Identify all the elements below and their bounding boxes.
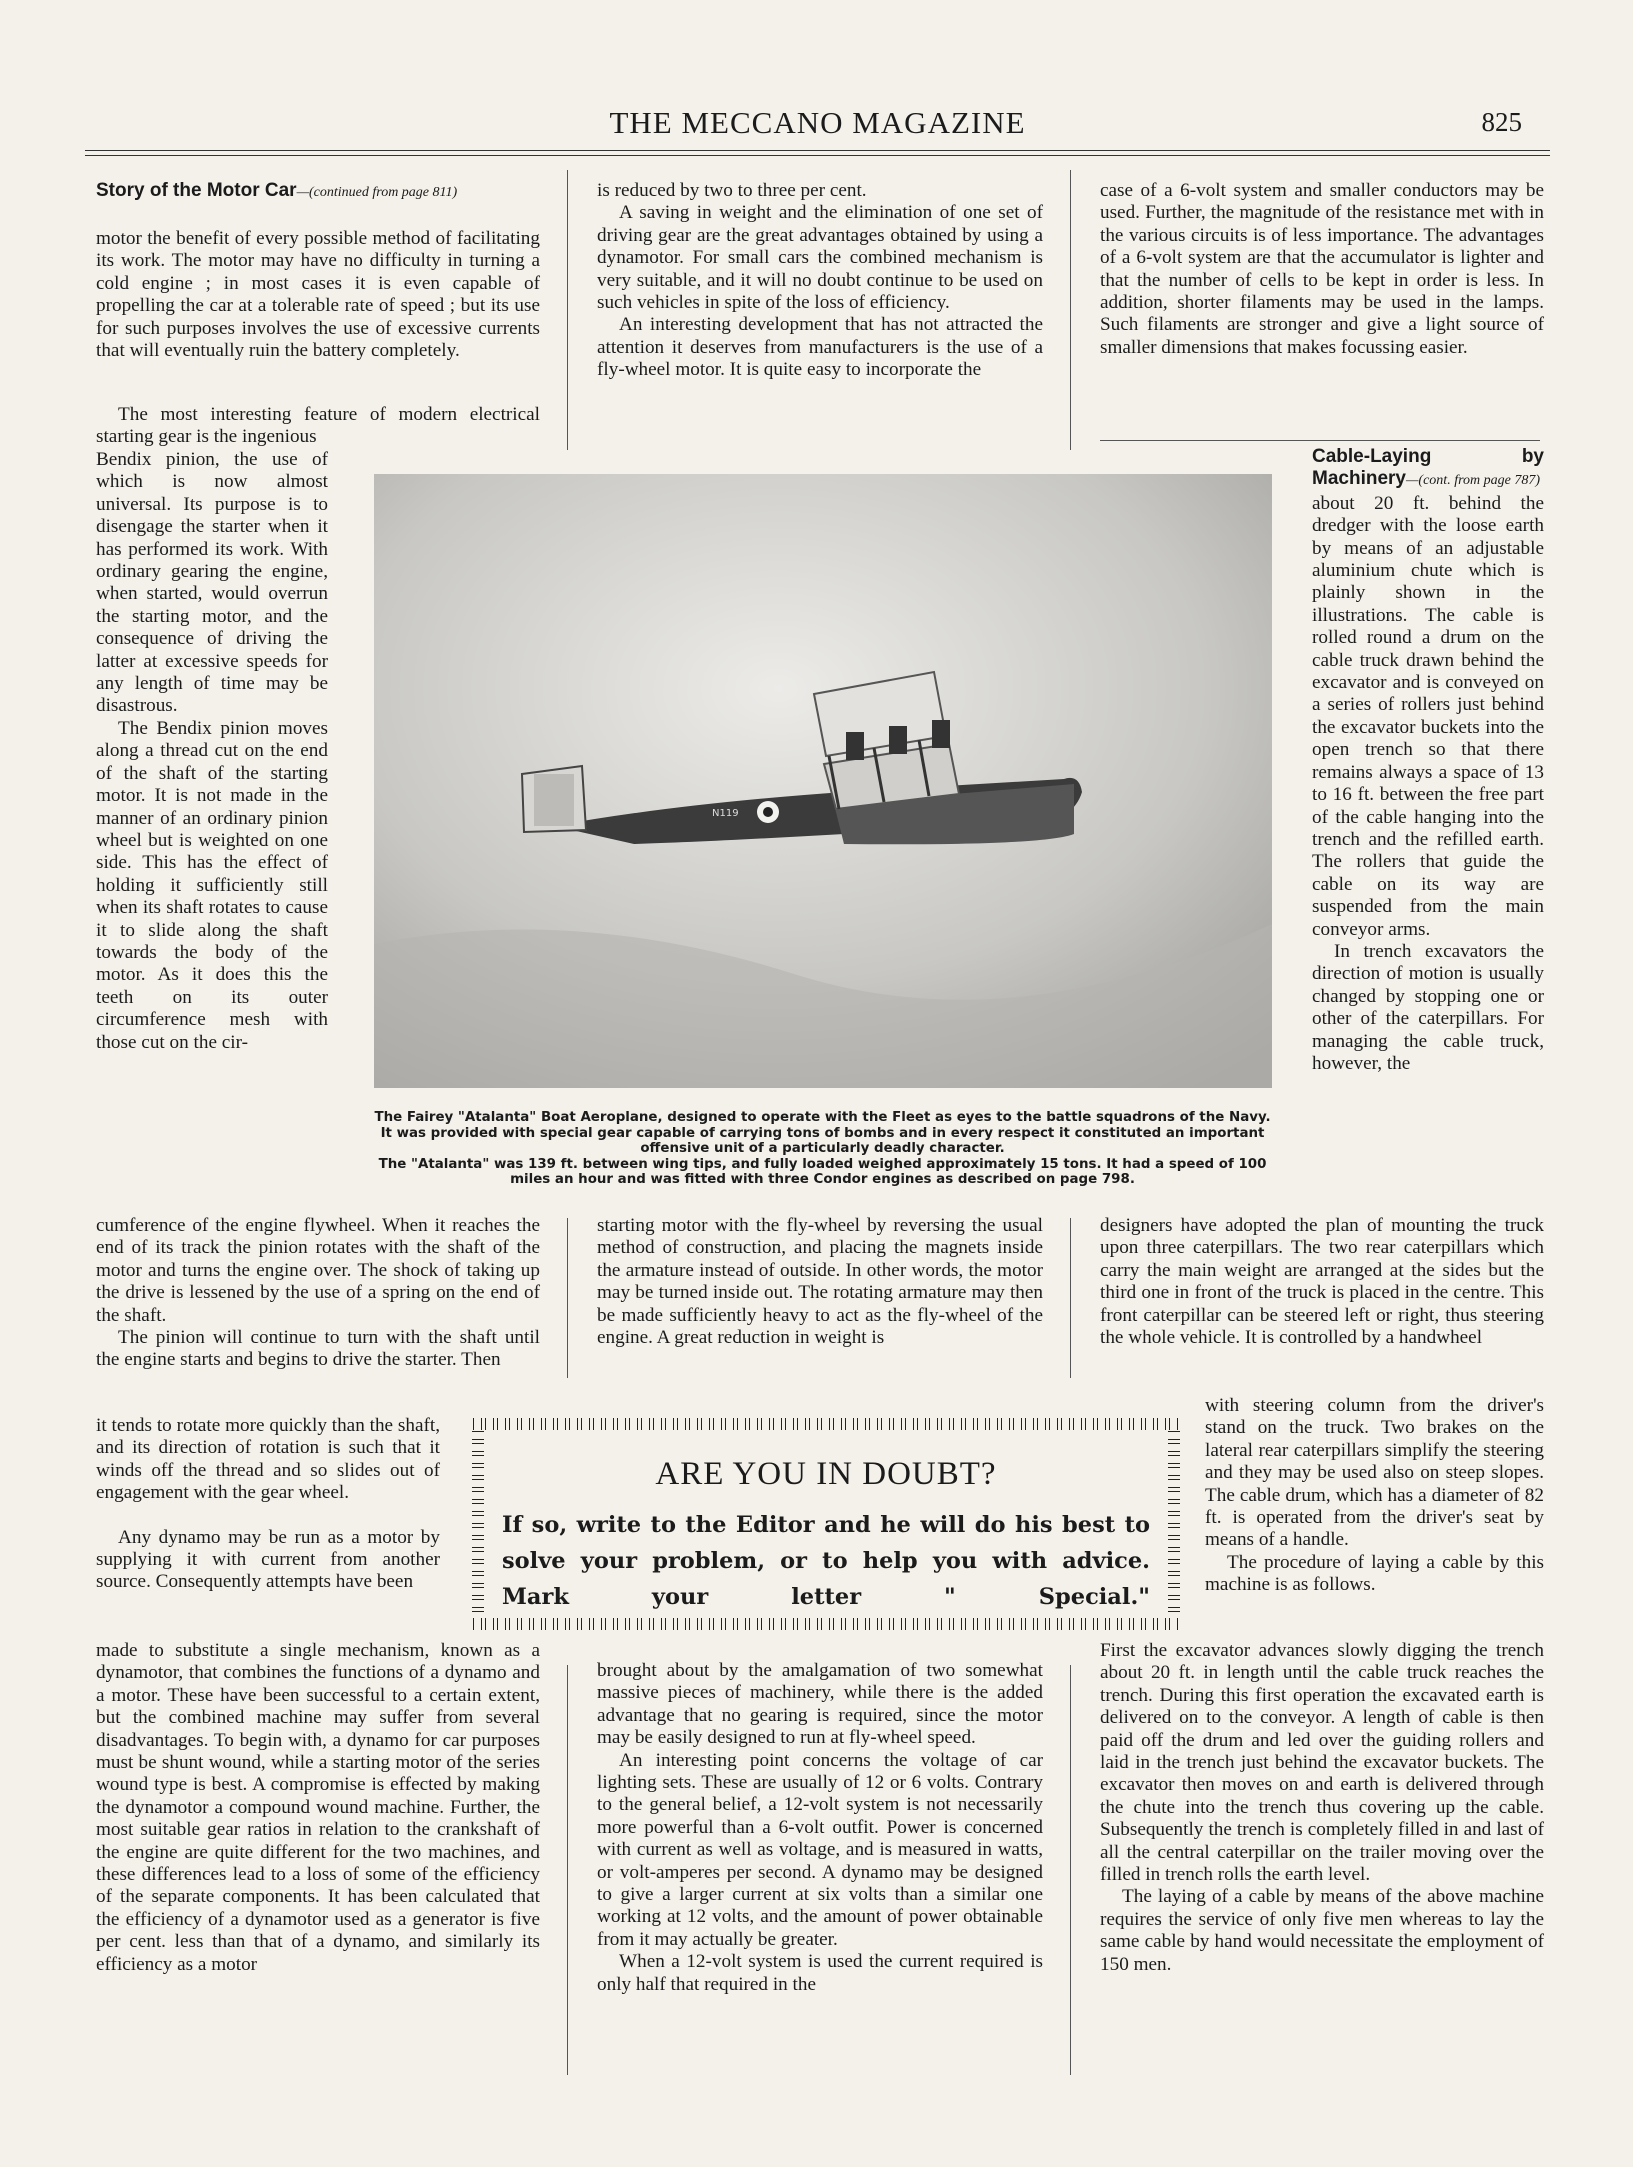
column-1-beside-notice [96,1415,440,1594]
paragraph: The Bendix pinion moves along a thread cut on the end of the shaft of the starting motor. It is not made in the manner of an ordinary pinion wheel but is weighted on one side. This has the effect of holding it sufficiently still when its shaft rotates to cause it to slide along the shaft towards the body of the motor. As it does this the teeth on its outer circumference mesh with those cut on the cir- [96,717,328,1053]
paragraph: it tends to rotate more quickly than the shaft, and its direction of rotation is such that it winds off the thread and so slides out of engagement with the gear wheel. [96,1415,440,1504]
column-3-mid [1100,1215,1544,1349]
column-3-top [1100,180,1544,359]
paragraph: case of a 6-volt system and smaller conductors may be used. Further, the magnitude of the resistance met with in the various circuits is of less importance. The advantages of a 6-volt system are that the accumulator is lighter and that the number of cells to be kept in order is less. In addition, shorter filaments may be used in the lamps. Such filaments are stronger and give a light source of smaller dimensions that makes focussing easier. [1100,180,1544,358]
editor-notice-box [472,1418,1180,1630]
paragraph: Bendix pinion, the use of which is now almost universal. Its purpose is to disengage the starter when it has performed its work. With ordinary gearing the engine, when started, would overrun the starting motor, and the consequence of driving the latter at excessive speeds for any length of time may be disastrous. [96,449,328,717]
column-3-narrow [1312,446,1544,1075]
column-rule [1070,1665,1071,2075]
caption-line-2: The "Atalanta" was 139 ft. between wing tips, and fully loaded weighed approximately 15 tons. It had a speed of 100 miles an hour and was fitted with three Condor engines as described on page 798. [378,1156,1267,1187]
column-rule [567,170,568,450]
column-1-body [96,206,540,362]
paragraph: In trench excavators the direction of motion is usually changed by stopping one or other of the caterpillars. For managing the cable truck, however, the [1312,940,1544,1074]
magazine-title: THE MECCANO MAGAZINE [609,105,1026,140]
paragraph: is reduced by two to three per cent. [597,180,867,201]
photo-caption [370,1110,1275,1188]
article-heading-motor-car: Story of the Motor Car [96,180,297,201]
aeroplane-illustration [374,474,1272,1088]
border-left [472,1430,484,1618]
column-rule [567,1665,568,2075]
paragraph: The pinion will continue to turn with the shaft until the engine starts and begins to drive the starter. Then [96,1327,540,1371]
border-top [472,1418,1180,1430]
serial-number: N119 [712,808,739,819]
notice-body: If so, write to the Editor and he will do his best to solve your problem, or to help you with advice. Mark your letter " Special." [502,1512,1150,1610]
continued-note: —(continued from page 811) [296,185,458,200]
paragraph: The most interesting feature of modern electrical starting gear is the ingenious [96,404,540,448]
section-rule [1100,440,1540,441]
article-heading-cable-laying: Cable-Laying by Machinery [1312,446,1544,490]
page-number: 825 [1481,107,1522,137]
masthead [85,105,1550,147]
paragraph: cumference of the engine flywheel. When it reaches the end of its track the pinion rotates with the shaft of the motor and turns the engine over. The shock of taking up the drive is lessened by the use of a spring on the end of the shaft. [96,1215,540,1326]
paragraph: When a 12-volt system is used the current required is only half that required in the [597,1951,1043,1995]
flying-boat-photo [374,474,1272,1088]
column-3-beside-notice [1205,1395,1544,1597]
column-1-narrow [96,449,328,1054]
paragraph: A saving in weight and the elimination of one set of driving gear are the great advantages obtained by using a dynamotor. For small cars the combined mechanism is very suitable, and it will no doubt continue to be used on such vehicles in spite of the loss of efficiency. [597,202,1043,314]
column-1-p2-wide [96,404,540,449]
column-1-bottom [96,1640,540,1976]
header-rule-2 [85,155,1550,156]
paragraph: designers have adopted the plan of mounting the truck upon three caterpillars. The two rear caterpillars which carry the main weight are arranged at the sides but the third one in front of the truck is placed in the centre. This front caterpillar can be steered left or right, thus steering the whole vehicle. It is controlled by a handwheel [1100,1215,1544,1349]
paragraph: The procedure of laying a cable by this machine is as follows. [1205,1551,1544,1596]
column-2-mid [597,1215,1043,1349]
paragraph: An interesting point concerns the voltage of car lighting sets. These are usually of 12 or 6 volts. Contrary to the general belief, a 12-volt system is not necessarily more powerful than a 6-volt outfit. Power is concerned with current as well as voltage, and is measured in watts, or volt-amperes per second. A dynamo may be designed to give a larger current at six volts than a similar one working at 12 volts, and the amount of power obtainable from it may actually be greater. [597,1749,1043,1950]
column-rule [567,1218,568,1378]
paragraph: First the excavator advances slowly digging the trench about 20 ft. in length until the cable truck reaches the trench. During this first operation the excavated earth is delivered on to the conveyor. A length of cable is then paid off the drum and led over the guiding rollers and laid in the trench just behind the excavator buckets. The excavator then moves on and earth is delivered through the chute into the trench thus covering up the cable. Subsequently the trench is completely filled in and last of all the central caterpillar on the trailer moving over the filled in trench rolls the earth level. [1100,1640,1544,1886]
column-3-bottom [1100,1640,1544,1976]
paragraph: about 20 ft. behind the dredger with the loose earth by means of an adjustable aluminium chute which is plainly shown in the illustrations. The cable is rolled round a drum on the cable truck drawn behind the excavator and is conveyed on a series of rollers just behind the excavator buckets into the open trench so that there remains always a space of 13 to 16 ft. between the free part of the cable hanging into the trench and the refilled earth. The rollers that guide the cable on its way are suspended from the main conveyor arms. [1312,492,1544,940]
continued-note: —(cont. from page 787) [1405,473,1541,489]
column-1-top [96,180,540,204]
paragraph: An interesting development that has not attracted the attention it deserves from manufacturers is the use of a fly-wheel motor. It is quite easy to incorporate the [597,314,1043,381]
notice-heading: ARE YOU IN DOUBT? [655,1456,997,1492]
paragraph: starting motor with the fly-wheel by reversing the usual method of construction, and placing the magnets inside the armature instead of outside. In other words, the motor may be turned inside out. The rotating armature may then be made sufficiently heavy to act as the fly-wheel of the engine. A great reduction in weight is [597,1215,1043,1349]
column-rule [1070,170,1071,450]
column-2-bottom [597,1660,1043,1996]
column-1-mid [96,1215,540,1372]
border-right [1168,1430,1180,1618]
paragraph: brought about by the amalgamation of two somewhat massive pieces of machinery, while there is the added advantage that no gearing is required, since the motor may be easily designed to run at fly-wheel speed. [597,1660,1043,1749]
border-bottom [472,1618,1180,1630]
paragraph: made to substitute a single mechanism, known as a dynamotor, that combines the functions of a dynamo and a motor. These have been successful to a certain extent, but the combined machine may suffer from several disadvantages. To begin with, a dynamo for car purposes must be shunt wound, while a starting motor of the series wound type is best. A compromise is effected by making the dynamotor a compound wound machine. Further, the most suitable gear ratios in relation to the crankshaft of the engine are quite different for the two machines, and these differences lead to a loss of some of the efficiency of the separate components. It has been calculated that the efficiency of a dynamotor used as a generator is five per cent. less than that of a dynamo, and similarly its efficiency as a motor [96,1640,540,1975]
paragraph: The laying of a cable by means of the above machine requires the service of only five men whereas to lay the same cable by hand would necessitate the employment of 150 men. [1100,1886,1544,1975]
paragraph: Any dynamo may be run as a motor by supplying it with current from another source. Consequently attempts have been [96,1526,440,1593]
paragraph: motor the benefit of every possible method of facilitating its work. The motor may have no difficulty in turning a cold engine ; in most cases it is even capable of propelling the car at a tolerable rate of speed ; but its use for such purposes involves the use of excessive currents that will eventually ruin the battery completely. [96,228,540,362]
caption-line-1: The Fairey "Atalanta" Boat Aeroplane, designed to operate with the Fleet as eyes to the battle squadrons of the Navy. It was provided with special gear capable of carrying tons of bombs and in every respect it constituted an important offensive unit of a particularly deadly character. [374,1110,1271,1156]
column-rule [1070,1218,1071,1378]
paragraph: with steering column from the driver's stand on the truck. Two brakes on the lateral rear caterpillars simplify the steering and they may be used also on steep slopes. The cable drum, which has a diameter of 82 ft. is operated from the driver's seat by means of a handle. [1205,1395,1544,1551]
header-rule [85,150,1550,151]
column-2-top [597,180,1043,382]
notice-content [502,1456,1150,1615]
